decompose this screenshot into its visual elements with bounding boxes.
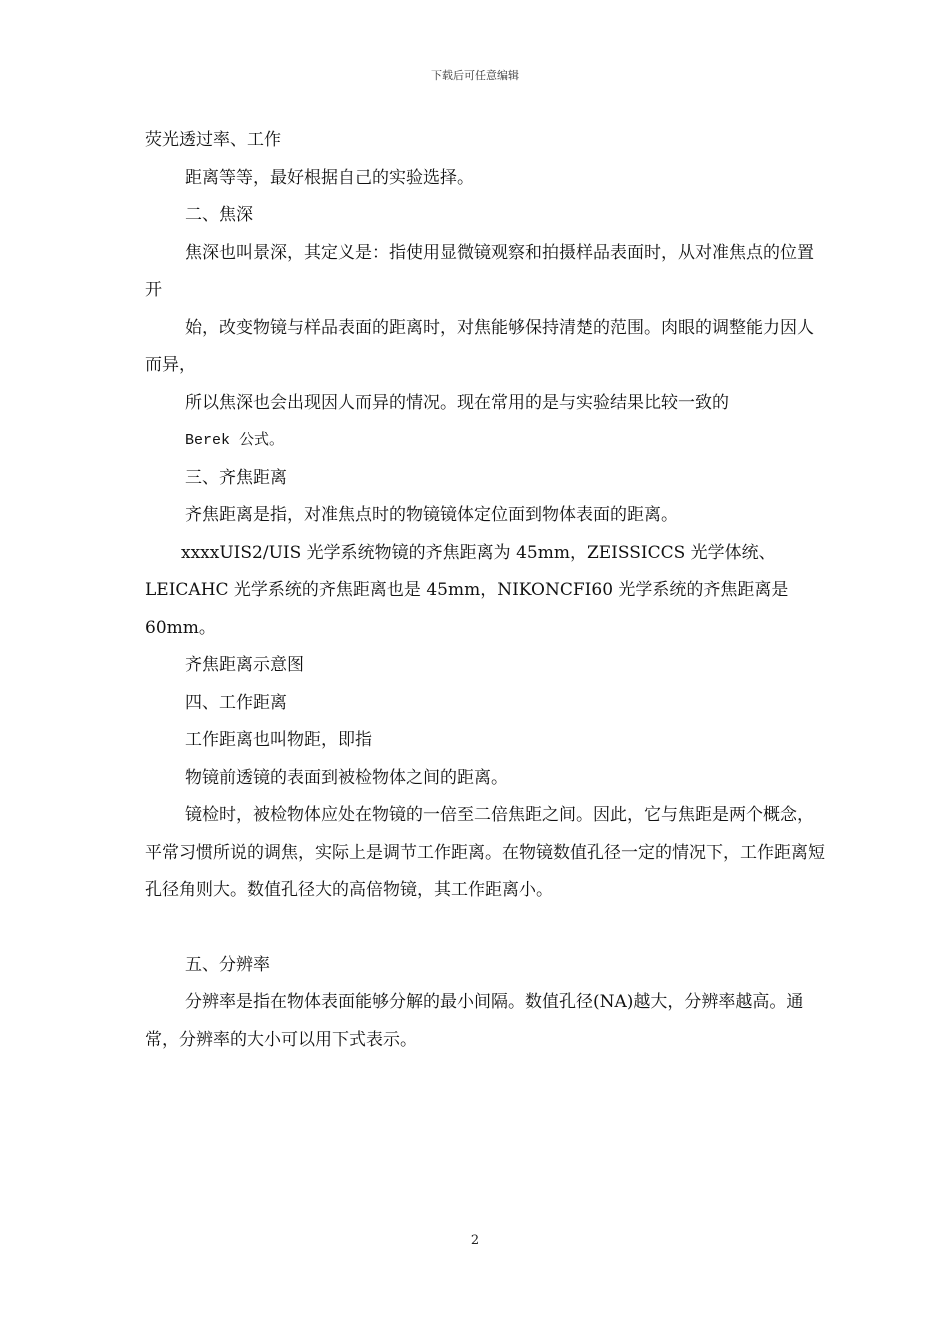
paragraph-resolution-definition: 分辨率是指在物体表面能够分解的最小间隔。数值孔径(NA)越大，分辨率越高。通常，分辨率的大小可以用下式表示。 (145, 992, 804, 1050)
document-body (145, 122, 825, 1059)
heading-resolution: 五、分辨率 (185, 954, 270, 975)
paragraph-berek-formula: Berek 公式。 (185, 432, 285, 449)
paragraph-depth-definition: 焦深也叫景深，其定义是：指使用显微镜观察和拍摄样品表面时，从对准焦点的位置开 (145, 242, 814, 300)
paragraph-distance-choice: 距离等等，最好根据自己的实验选择。 (185, 167, 474, 188)
heading-parfocal-distance: 三、齐焦距离 (185, 467, 287, 488)
caption-parfocal-diagram: 齐焦距离示意图 (185, 655, 304, 675)
paragraph-working-distance-explanation: 镜检时，被检物体应处在物镜的一倍至二倍焦距之间。因此，它与焦距是两个概念，平常习惯所说的调焦，实际上是调节工作距离。在物镜数值孔径一定的情况下，工作距离短孔径角则大。数值孔径大的高倍物镜，其工作距离小。 (145, 805, 825, 900)
paragraph-working-distance-definition: 物镜前透镜的表面到被检物体之间的距离。 (185, 767, 508, 788)
page-header: 下载后可任意编辑 (431, 69, 519, 82)
paragraph-depth-range: 始，改变物镜与样品表面的距离时，对焦能够保持清楚的范围。肉眼的调整能力因人而异， (145, 317, 814, 375)
page-number: 2 (470, 1233, 480, 1248)
paragraph-working-distance-alias: 工作距离也叫物距，即指 (185, 730, 372, 750)
paragraph-depth-variation: 所以焦深也会出现因人而异的情况。现在常用的是与实验结果比较一致的 (185, 392, 729, 413)
heading-depth-of-focus: 二、焦深 (185, 205, 253, 225)
heading-working-distance: 四、工作距离 (185, 692, 287, 713)
paragraph-parfocal-values: xxxxUIS2/UIS 光学系统物镜的齐焦距离为 45mm，ZEISSICCS 光学体统、LEICAHC 光学系统的齐焦距离也是 45mm，NIKONCFI60 光学系统的齐焦距离是 60mm。 (145, 542, 789, 638)
paragraph-fluorescence: 荧光透过率、工作 (145, 130, 281, 150)
paragraph-gap (145, 910, 825, 947)
paragraph-parfocal-definition: 齐焦距离是指，对准焦点时的物镜镜体定位面到物体表面的距离。 (185, 505, 678, 525)
